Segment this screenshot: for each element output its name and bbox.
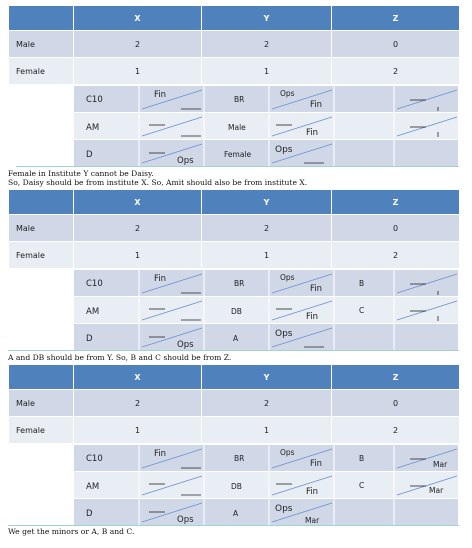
svg-text:Mar: Mar [429, 486, 444, 495]
svg-text:Ops: Ops [275, 504, 293, 514]
svg-text:B: B [359, 279, 365, 288]
header-y: Y [202, 6, 332, 31]
svg-text:Ops: Ops [280, 273, 295, 282]
header-x: X [74, 6, 202, 31]
note-2: A and DB should be from Y. So, B and C should be from Z. [8, 353, 232, 362]
svg-text:Ops: Ops [177, 340, 194, 350]
svg-text:Mar: Mar [433, 460, 448, 469]
svg-text:BR: BR [234, 454, 245, 463]
svg-text:Female: Female [224, 150, 252, 159]
svg-text:Ops: Ops [177, 156, 194, 166]
svg-text:Fin: Fin [306, 312, 319, 322]
svg-text:BR: BR [234, 279, 245, 288]
svg-text:C10: C10 [86, 95, 103, 105]
svg-text:Male: Male [228, 123, 246, 132]
svg-text:Ops: Ops [275, 329, 293, 339]
svg-text:Fin: Fin [306, 128, 319, 138]
table-block-1 [8, 6, 459, 167]
svg-text:Ops: Ops [280, 448, 295, 457]
svg-text:C: C [359, 306, 365, 315]
svg-text:Fin: Fin [310, 459, 323, 469]
svg-text:DB: DB [231, 307, 242, 316]
institute-table-3: X Y Z Male 2 2 0 Female 1 1 2 [8, 365, 460, 444]
svg-text:D: D [86, 334, 93, 344]
svg-text:Ops: Ops [275, 145, 293, 155]
svg-text:A: A [233, 334, 239, 343]
svg-text:B: B [359, 454, 365, 463]
svg-text:Fin: Fin [306, 487, 319, 497]
table-block-2 [8, 190, 459, 351]
sub-grid-3 [8, 444, 459, 526]
svg-text:Ops: Ops [280, 89, 295, 98]
svg-text:Ops: Ops [177, 515, 194, 525]
header-z: Z [332, 6, 460, 31]
svg-text:Fin: Fin [154, 274, 167, 284]
svg-text:Fin: Fin [154, 449, 167, 459]
svg-text:Fin: Fin [154, 90, 167, 100]
table-block-3 [8, 365, 459, 526]
svg-text:D: D [86, 150, 93, 160]
svg-text:D: D [86, 509, 93, 519]
svg-text:BR: BR [234, 95, 245, 104]
svg-text:Mar: Mar [305, 516, 320, 525]
svg-text:AM: AM [86, 482, 100, 492]
note-3: We get the minors or A, B and C. [8, 527, 135, 536]
svg-text:C10: C10 [86, 279, 103, 289]
sub-grid-2 [8, 269, 459, 351]
note-1b: So, Daisy should be from institute X. So, Amit should also be from institute X. [8, 178, 308, 187]
svg-text:A: A [233, 509, 239, 518]
row-label-female: Female [9, 58, 74, 85]
svg-text:C: C [359, 481, 365, 490]
svg-text:AM: AM [86, 307, 100, 317]
institute-table-1: X Y Z Male 2 2 0 Female 1 1 2 [8, 6, 460, 85]
svg-text:Fin: Fin [310, 100, 323, 110]
row-label-male: Male [9, 31, 74, 58]
svg-text:C10: C10 [86, 454, 103, 464]
sub-grid-1 [8, 85, 459, 167]
note-1a: Female in Institute Y cannot be Daisy. [8, 169, 154, 178]
svg-text:AM: AM [86, 123, 100, 133]
svg-text:DB: DB [231, 482, 242, 491]
svg-text:Fin: Fin [310, 284, 323, 294]
institute-table-2: X Y Z Male 2 2 0 Female 1 1 2 [8, 190, 460, 269]
